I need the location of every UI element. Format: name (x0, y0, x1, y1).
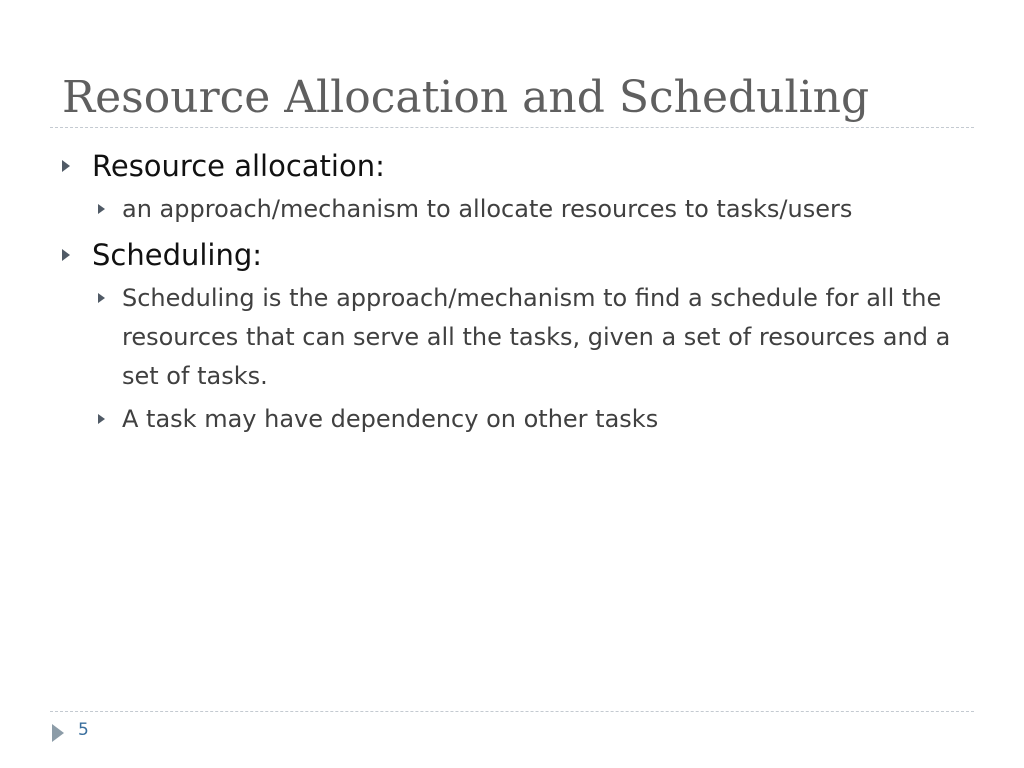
sub-bullet-text: Scheduling is the approach/mechanism to find a schedule for all the resources that can serve all the tasks, given a set of resources and a set of tasks. (122, 284, 951, 390)
triangle-right-icon (98, 414, 105, 424)
bullet-item (60, 146, 970, 186)
sub-bullet-item (60, 279, 970, 396)
footer-divider (50, 711, 974, 712)
slide-title: Resource Allocation and Scheduling (62, 72, 870, 123)
sub-bullet-item (60, 400, 970, 439)
triangle-right-icon (98, 204, 105, 214)
triangle-right-icon (52, 724, 64, 742)
triangle-right-icon (62, 160, 70, 172)
triangle-right-icon (98, 293, 105, 303)
triangle-right-icon (62, 249, 70, 261)
sub-bullet-text: an approach/mechanism to allocate resources to tasks/users (122, 195, 853, 223)
bullet-text: Resource allocation: (92, 149, 385, 183)
sub-bullet-text: A task may have dependency on other tasks (122, 405, 659, 433)
page-number: 5 (78, 720, 89, 740)
title-divider (50, 127, 974, 128)
bullet-list (60, 146, 970, 439)
sub-bullet-item (60, 190, 970, 229)
bullet-item (60, 235, 970, 275)
bullet-text: Scheduling: (92, 238, 263, 272)
